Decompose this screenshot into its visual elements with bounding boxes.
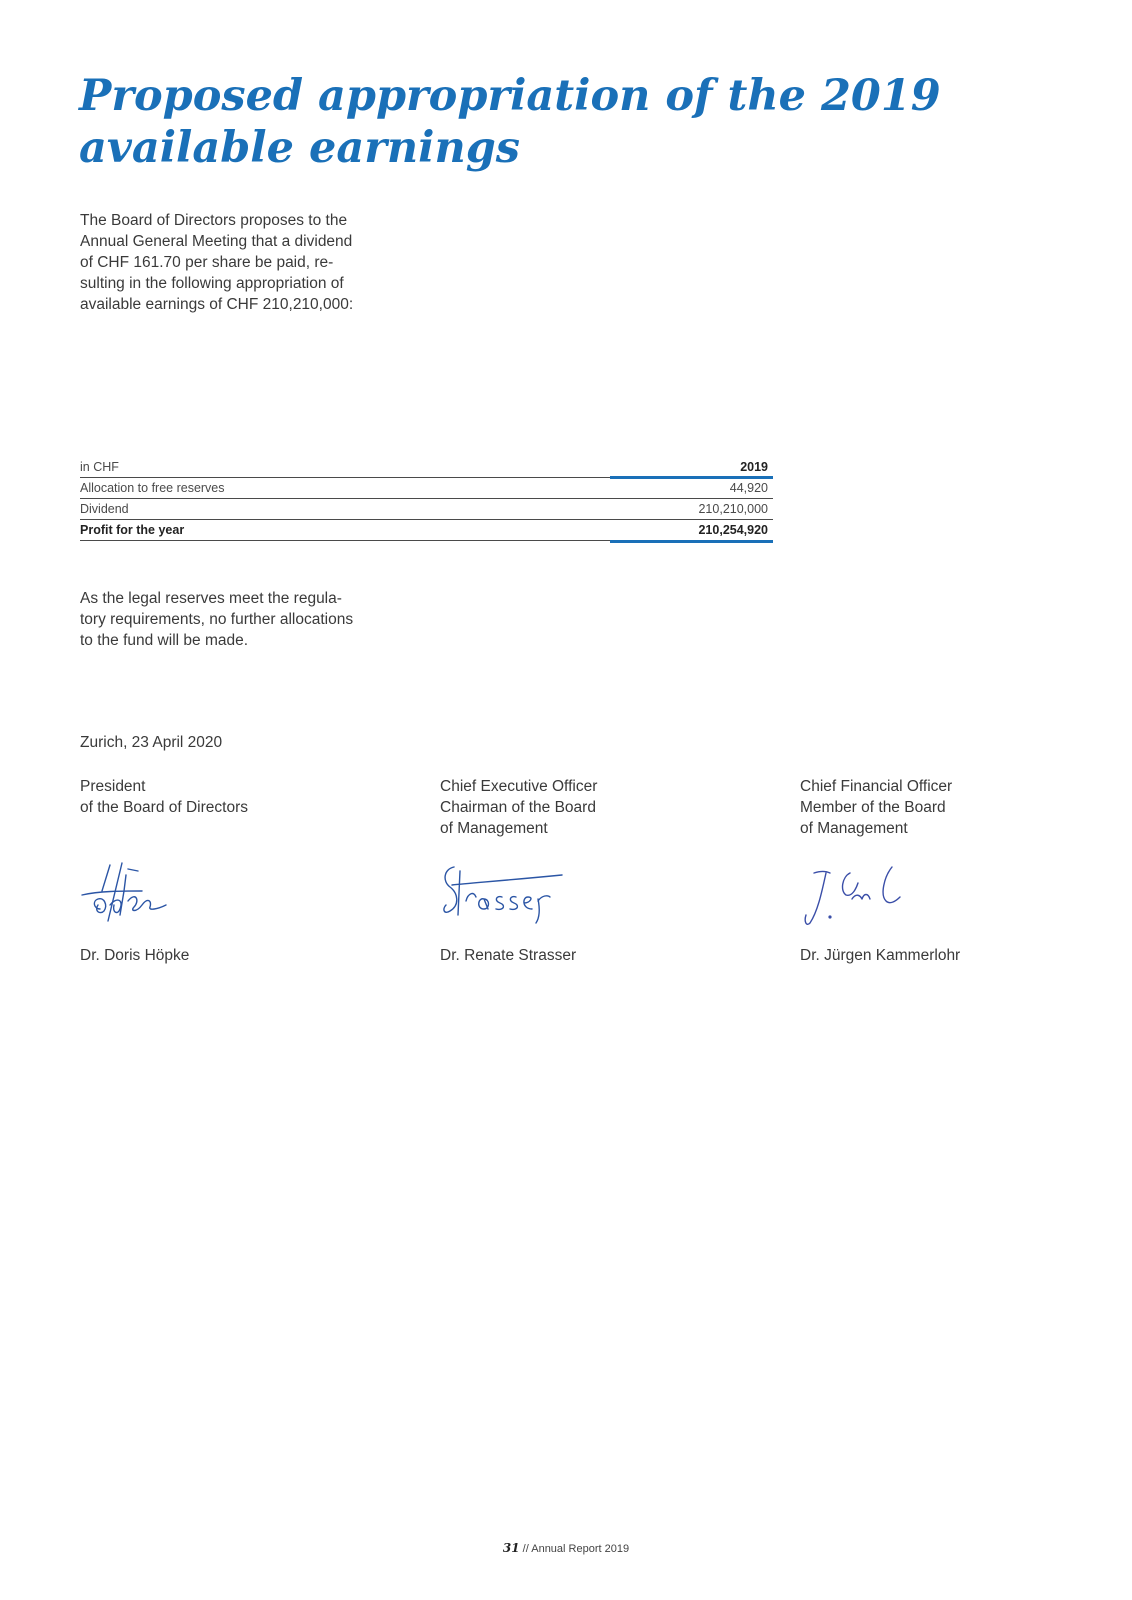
signatory-role	[80, 776, 400, 818]
intro-line: The Board of Directors proposes to the	[80, 212, 348, 229]
signatory-president	[80, 776, 400, 964]
table-header-year: 2019	[740, 460, 768, 474]
role-line: of Management	[800, 820, 908, 837]
table-total-value: 210,254,920	[698, 523, 768, 537]
signature-image	[800, 861, 910, 931]
signature-image	[80, 861, 190, 931]
table-rule	[80, 540, 610, 541]
signatory-role	[440, 776, 760, 839]
table-row-label: Dividend	[80, 502, 129, 516]
reserves-note	[80, 588, 410, 651]
intro-paragraph	[80, 210, 410, 315]
page-title-line-2: available earnings	[79, 123, 520, 173]
table-accent-rule	[610, 540, 773, 543]
intro-line: Annual General Meeting that a dividend	[80, 233, 353, 250]
role-line: Chairman of the Board	[440, 799, 596, 816]
role-line: President	[80, 778, 146, 795]
note-line: tory requirements, no further allocations	[80, 611, 354, 628]
role-line: of Management	[440, 820, 548, 837]
role-line: of the Board of Directors	[80, 799, 248, 816]
page-footer	[0, 1541, 1132, 1555]
table-row-value: 210,210,000	[698, 502, 768, 516]
table-row-value: 44,920	[729, 481, 768, 495]
signatory-ceo	[440, 776, 760, 964]
signature-image	[440, 861, 570, 931]
role-line: Member of the Board	[800, 799, 946, 816]
intro-line: of CHF 161.70 per share be paid, re-	[80, 254, 334, 271]
table-row-label: Allocation to free reserves	[80, 481, 225, 495]
signatory-role	[800, 776, 1120, 839]
appropriation-table	[80, 457, 773, 541]
table-row	[80, 499, 773, 520]
page-number: 31	[502, 1541, 520, 1555]
role-line: Chief Financial Officer	[800, 778, 953, 795]
intro-line: available earnings of CHF 210,210,000:	[80, 296, 354, 313]
signatory-name: Dr. Jürgen Kammerlohr	[800, 947, 961, 964]
table-total-label: Profit for the year	[80, 523, 185, 537]
table-row	[80, 478, 773, 499]
note-line: As the legal reserves meet the regula-	[80, 590, 342, 607]
role-line: Chief Executive Officer	[440, 778, 598, 795]
place-date: Zurich, 23 April 2020	[80, 734, 223, 751]
table-header-unit: in CHF	[80, 460, 119, 474]
signatory-name: Dr. Doris Höpke	[80, 947, 190, 964]
signatory-cfo	[800, 776, 1120, 964]
signatory-name: Dr. Renate Strasser	[440, 947, 577, 964]
table-total-row	[80, 520, 773, 541]
page-title	[79, 70, 1039, 174]
intro-line: sulting in the following appropriation of	[80, 275, 344, 292]
note-line: to the fund will be made.	[80, 632, 249, 649]
footer-text: // Annual Report 2019	[522, 1543, 630, 1555]
table-header-row	[80, 457, 773, 478]
page-title-line-1: Proposed appropriation of the 2019	[79, 71, 941, 121]
